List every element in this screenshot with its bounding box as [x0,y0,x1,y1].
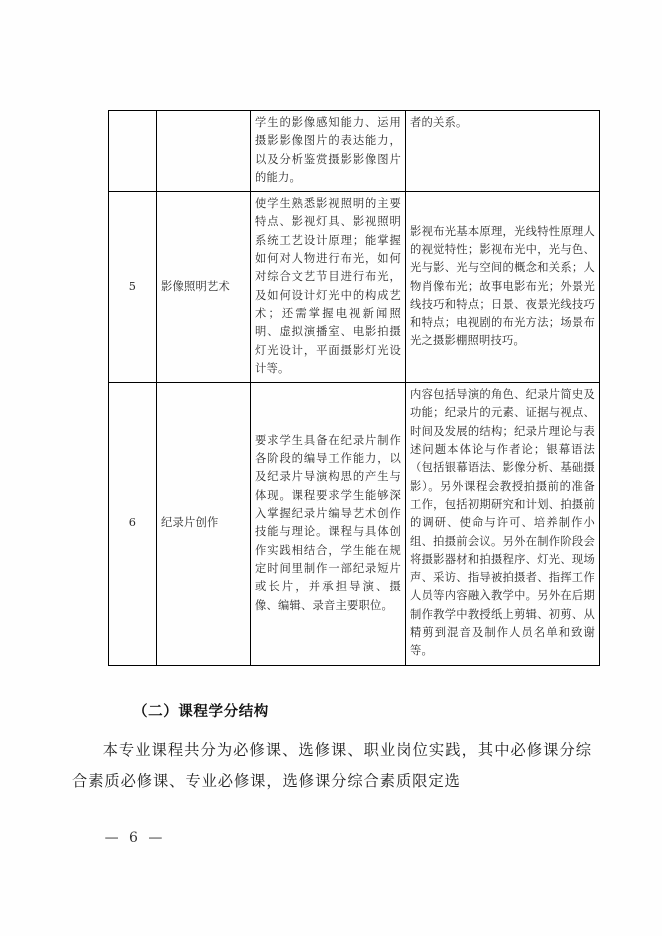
course-description-cell: 内容包括导演的角色、纪录片简史及功能；纪录片的元素、证据与视点、时间及发展的结构；纪录片理论与表述问题本体论与作者论；银幕语法（包括银幕语法、影像分析、基础摄影）。另外课程会教授拍摄前的准备工作，包括初期研究和计划、拍摄前的调研、使命与许可、培养制作小组、拍摄前会议。另外在制作阶段会将摄影器材和拍摄程序、灯光、现场声、采访、指导被拍摄者、指挥工作人员等内容融入教学中。另外在后期制作教学中教授纸上剪辑、初剪、从精剪到混音及制作人员名单和致谢等。 [406,383,600,665]
course-description-cell: 影视布光基本原理，光线特性原理人的视觉特性；影视布光中，光与色、光与影、光与空间的概念和关系；人物肖像布光；故事电影布光；外景光线技巧和特点；日景、夜景光线技巧和特点；电视剧的布光方法；场景布光之摄影棚照明技巧。 [406,192,600,383]
page-number: — 6 — [104,830,166,846]
course-name-cell: 影像照明艺术 [157,192,251,383]
table-row [109,383,600,665]
course-goal-cell: 学生的影像感知能力、运用摄影影像图片的表达能力，以及分析鉴赏摄影影像图片的能力。 [251,111,406,192]
table-row [109,192,600,383]
course-table-body [109,111,600,666]
course-goal-cell: 使学生熟悉影视照明的主要特点、影视灯具、影视照明系统工艺设计原理；能掌握如何对人物进行布光，如何对综合文艺节目进行布光，及如何设计灯光中的构成艺术；还需掌握电视新闻照明、虚拟演播室、电影拍摄灯光设计，平面摄影灯光设计等。 [251,192,406,383]
row-number-cell [109,111,157,192]
course-name-cell [157,111,251,192]
row-number-cell: 6 [109,383,157,665]
course-table [108,110,600,666]
course-name-cell: 纪录片创作 [157,383,251,665]
table-row [109,111,600,192]
section-heading: （二）课程学分结构 [133,703,269,720]
course-goal-cell: 要求学生具备在纪录片制作各阶段的编导工作能力，以及纪录片导演构思的产生与体现。课程要求学生能够深入掌握纪录片编导艺术创作技能与理论。课程与具体创作实践相结合，学生能在规定时间里制作一部纪录短片或长片，并承担导演、摄像、编辑、录音主要职位。 [251,383,406,665]
course-description-cell: 者的关系。 [406,111,600,192]
section-paragraph: 本专业课程共分为必修课、选修课、职业岗位实践，其中必修课分综合素质必修课、专业必修课，选修课分综合素质限定选 [72,741,592,791]
row-number-cell: 5 [109,192,157,383]
